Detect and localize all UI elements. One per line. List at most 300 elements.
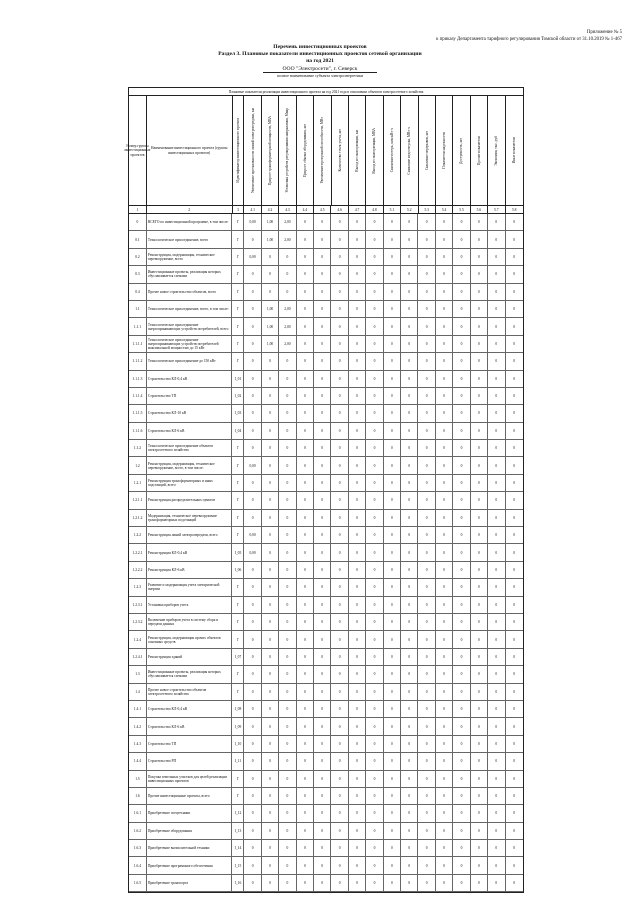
row-value: 0 [366,457,383,473]
row-value: 0,00 [244,214,261,230]
row-value: 0 [513,307,516,312]
row-value: 0 [513,515,516,520]
row-value: 0 [262,440,279,456]
row-value: 0 [384,701,401,717]
row-value: 0 [401,597,418,613]
row-value: 0 [401,736,418,752]
row-value: 0 [471,284,488,300]
row-value: 0 [262,771,279,787]
row-value: 0 [418,266,435,282]
column-header-label: Снижение перерывов, шт [424,130,429,171]
row-value: 0 [297,492,314,508]
row-value: 0 [262,823,279,839]
row-value: 0 [384,371,401,387]
row-number: 1.2.4 [129,631,147,647]
column-header-14 [419,96,436,205]
row-value: 0 [262,527,279,543]
row-name: Покупка земельных участков для целей реализации инвестиционных проектов [147,771,233,787]
row-value: 0 [331,840,348,856]
row-value: 0 [488,597,505,613]
row-value: 0 [436,649,453,665]
row-value: 0 [436,475,453,491]
row-value: 0 [366,631,383,647]
row-value: 0 [279,649,296,665]
row-value: 2,00 [279,214,296,230]
row-value: 0 [384,666,401,682]
row-value: 0 [314,318,331,334]
row-value: 0 [453,684,470,700]
row-value: 0 [314,301,331,317]
row-value: 0 [349,353,366,369]
row-value: 0 [262,684,279,700]
row-id: Г [232,336,244,352]
column-header-19 [506,96,523,205]
organization-name: ООО "Электросети", г. Северск [263,66,378,73]
row-value: 0 [471,510,488,526]
row-id: Г [232,266,244,282]
row-name: Строительство КЛ-6 кВ [147,423,233,439]
row-value: 0 [244,875,261,891]
row-value: 0 [244,318,261,334]
row-number: 1.6.5 [129,875,147,891]
row-value: 0 [471,405,488,421]
row-value: 0 [401,805,418,821]
row-value: 0 [436,562,453,578]
row-value: 0 [366,353,383,369]
row-id: Г [232,231,244,247]
row-value: 0 [513,411,516,416]
row-name: Реконструкция линий электропередачи, всего [147,527,233,543]
column-header-18 [488,96,505,205]
row-value: 0 [366,544,383,560]
row-value: 0 [244,805,261,821]
row-value: 0 [279,684,296,700]
row-value: 0 [513,654,516,659]
row-id: I_15 [232,857,244,873]
row-value: 0 [384,840,401,856]
row-value: 0 [349,701,366,717]
row-value: 0 [297,736,314,752]
row-id: Г [232,214,244,230]
row-value: 0 [314,614,331,630]
row-value: 0 [384,214,401,230]
row-value: 0 [279,753,296,769]
row-value: 0 [471,805,488,821]
row-value: 0 [513,828,516,833]
row-value: 0 [401,631,418,647]
row-value: 0 [418,597,435,613]
row-value: 0 [244,371,261,387]
row-value: 0 [297,527,314,543]
row-value: 0 [513,254,516,259]
row-value: 0 [366,249,383,265]
row-value: 0 [418,249,435,265]
row-value: 0 [279,597,296,613]
row-number: 1.1.1.3 [129,371,147,387]
row-value: 0 [349,284,366,300]
row-value: 0 [279,423,296,439]
row-value: 0 [244,231,261,247]
row-value: 0 [279,371,296,387]
row-value: 0 [436,753,453,769]
row-value: 0 [401,249,418,265]
row-name: Прочие инвестиционные проекты, всего [147,788,233,804]
row-value: 0 [314,457,331,473]
row-value: 0 [384,527,401,543]
row-value: 0 [331,440,348,456]
table-row [129,788,523,805]
row-value: 0 [384,249,401,265]
row-name: Модернизация, техническое перевооружение трансформаторных подстанций [147,510,233,526]
row-value: 0 [279,805,296,821]
row-id: Г [232,318,244,334]
row-value: 0 [331,231,348,247]
row-value: 0 [453,266,470,282]
row-value: 0 [244,440,261,456]
row-id: Г [232,614,244,630]
row-number: 1.5 [129,771,147,787]
row-id: Г [232,475,244,491]
row-value: 0 [297,823,314,839]
row-value: 2,00 [279,318,296,334]
row-id: I_06 [232,562,244,578]
row-value: 0 [349,823,366,839]
table-row [129,701,523,718]
column-header-7 [297,96,314,205]
row-value: 0 [401,301,418,317]
table-row [129,771,523,788]
row-value: 0 [331,875,348,891]
row-value: 0 [384,301,401,317]
row-value: 0 [436,423,453,439]
row-value: 0 [453,649,470,665]
column-number: 4.8 [366,206,383,213]
column-number: 5.4 [436,206,453,213]
row-number: 1.2.1.1 [129,492,147,508]
row-value: 0 [244,405,261,421]
row-name: Строительство ТП [147,736,233,752]
row-name: Приобретение спецтехники [147,805,233,821]
column-header-9 [332,96,349,205]
row-value: 0 [401,614,418,630]
row-number: 1.2.1 [129,475,147,491]
row-name: Технологическое присоединение объектов электросетевого хозяйства [147,440,233,456]
row-value: 0 [401,823,418,839]
row-name: Реконструкция, модернизация, техническое перевооружение, всего, в том числе: [147,457,233,473]
row-value: 0 [314,788,331,804]
row-value: 0 [349,718,366,734]
row-value: 0 [436,840,453,856]
row-number: 1.3 [129,666,147,682]
row-value: 0 [436,666,453,682]
row-value: 0 [262,423,279,439]
row-value: 0 [244,718,261,734]
row-value: 0 [314,266,331,282]
row-value: 0 [366,823,383,839]
column-header-label: Снижение потерь, млн кВт·ч [389,128,394,173]
row-value: 0 [279,388,296,404]
row-id: Г [232,353,244,369]
row-value: 0 [314,597,331,613]
table-row [129,684,523,701]
row-name: Строительство КЛ-0,4 кВ [147,701,233,717]
column-header-label: Количество точек учета, шт [337,129,342,172]
row-id: Г [232,788,244,804]
row-value: 0 [331,614,348,630]
row-value: 0 [471,266,488,282]
row-value: 0 [366,579,383,595]
row-value: 2,00 [279,336,296,352]
row-value: 0 [331,301,348,317]
row-value: 0 [488,805,505,821]
row-value: 0 [471,371,488,387]
row-name: Приобретение программного обеспечения [147,857,233,873]
row-value: 0 [488,423,505,439]
row-value: 0 [471,475,488,491]
column-number: 4.3 [279,206,296,213]
row-value: 0 [314,249,331,265]
row-value: 0 [297,249,314,265]
row-value: 0 [513,568,516,572]
row-value: 0 [384,805,401,821]
row-name: Реконструкция, модернизация, техническое перевооружение, всего [147,249,233,265]
table-row [129,249,523,266]
row-value: 0 [331,405,348,421]
row-value: 0 [314,840,331,856]
row-value: 0 [436,805,453,821]
row-value: 0 [401,371,418,387]
row-value: 0 [488,701,505,717]
row-value: 0 [453,701,470,717]
row-value: 0 [331,684,348,700]
row-value: 0 [297,805,314,821]
table-row [129,579,523,596]
row-value: 0 [401,457,418,473]
row-value: 0 [314,544,331,560]
row-value: 0 [331,788,348,804]
row-value: 0 [418,423,435,439]
row-value: 0 [366,440,383,456]
row-value: 0 [262,492,279,508]
row-value: 0 [349,440,366,456]
row-value: 0 [314,231,331,247]
row-name: Технологическое присоединение энергопринимающих устройств потребителей максимальной мощностью до 15 кВт [147,336,233,352]
row-value: 0 [314,423,331,439]
row-value: 0 [488,753,505,769]
row-value: 0 [418,823,435,839]
row-value: 0 [418,875,435,891]
document-title-block [150,44,490,78]
row-value: 0 [331,336,348,352]
row-value: 0 [418,614,435,630]
row-value: 0 [297,544,314,560]
row-value: 0 [418,510,435,526]
row-value: 0 [436,857,453,873]
table-row [129,597,523,614]
column-header-17 [471,96,488,205]
row-value: 0 [314,875,331,891]
row-number: 1.4.4 [129,753,147,769]
row-value: 0 [331,771,348,787]
row-value: 0 [418,371,435,387]
column-header-label: Установка устройств регулирования напряжения, Мвар [285,108,290,193]
row-value: 0 [488,718,505,734]
row-value: 0 [244,857,261,873]
row-value: 0 [279,579,296,595]
column-header-label: Прочие показатели [476,135,481,166]
row-value: 0 [384,597,401,613]
column-number: 4.1 [244,206,261,213]
row-value: 0 [279,666,296,682]
column-header-8 [314,96,331,205]
row-value: 0 [331,492,348,508]
row-value: 0 [418,562,435,578]
row-value: 0 [262,266,279,282]
row-value: 0 [314,562,331,578]
row-value: 0 [366,318,383,334]
row-value: 0 [366,388,383,404]
row-value: 0 [418,631,435,647]
row-value: 0 [331,388,348,404]
row-number: 1.4.1 [129,701,147,717]
row-value: 0 [488,736,505,752]
row-number: 1.1.1.2 [129,353,147,369]
row-id: I_14 [232,840,244,856]
row-name: Инвестиционные проекты, реализация которых обуславливается схемами [147,266,233,282]
row-value: 0 [384,562,401,578]
organization-line [150,66,490,73]
row-value: 0 [314,371,331,387]
column-header-11 [366,96,383,205]
row-value: 0 [471,388,488,404]
row-value: 0 [244,353,261,369]
row-value: 0 [418,388,435,404]
row-value: 0 [453,562,470,578]
row-number: 1.2.3.1 [129,597,147,613]
row-value: 0 [513,863,516,868]
row-id: I_12 [232,805,244,821]
row-value: 0 [279,788,296,804]
row-value: 0 [488,249,505,265]
row-value: 0 [297,231,314,247]
row-value: 0 [244,284,261,300]
row-value: 0 [314,649,331,665]
row-value: 0 [262,840,279,856]
column-header-label: Выход из эксплуатации, км [355,129,359,172]
row-value: 0 [418,701,435,717]
row-value: 0 [279,266,296,282]
row-value: 0 [262,649,279,665]
row-value: 0 [453,840,470,856]
row-value: 0 [314,805,331,821]
row-number: 1.6.3 [129,840,147,856]
row-value: 0 [349,840,366,856]
row-number: 1.4.3 [129,736,147,752]
row-value: 0 [418,666,435,682]
row-value: 0 [401,318,418,334]
row-value: 0 [401,510,418,526]
row-name: Технологическое присоединение, всего, в том числе: [147,301,233,317]
row-id: Г [232,492,244,508]
row-value: 0 [471,423,488,439]
row-number: 0.2 [129,249,147,265]
row-value: 0 [471,684,488,700]
row-value: 0 [297,614,314,630]
row-value: 0 [513,846,516,851]
row-value: 0 [331,214,348,230]
row-value: 0 [453,805,470,821]
table-row [129,457,523,474]
row-value: 0 [314,527,331,543]
row-value: 0 [349,405,366,421]
row-value: 0 [488,231,505,247]
row-value: 0 [262,284,279,300]
row-value: 0 [349,318,366,334]
row-value: 0 [366,736,383,752]
row-value: 0 [418,527,435,543]
row-value: 1,00 [262,318,279,334]
row-value: 0 [366,492,383,508]
row-value: 0 [436,614,453,630]
row-value: 0 [418,214,435,230]
row-value: 0 [453,249,470,265]
row-value: 0 [488,788,505,804]
row-value: 0 [488,405,505,421]
row-value: 0 [471,701,488,717]
row-value: 0 [331,753,348,769]
column-header-5 [262,96,279,205]
column-header-4 [244,96,261,205]
row-value: 0 [297,353,314,369]
row-value: 0 [349,562,366,578]
row-value: 0 [331,457,348,473]
row-id: Г [232,684,244,700]
table-row [129,666,523,683]
row-id: Г [232,597,244,613]
table-column-headers [124,96,523,206]
row-name: Строительство КЛ-10 кВ [147,405,233,421]
row-value: 0 [314,336,331,352]
row-value: 0 [513,811,516,816]
row-value: 0 [349,266,366,282]
row-value: 0 [314,736,331,752]
column-header-label: Увеличение протяженности линий электропередачи, км [250,107,255,194]
row-value: 0 [297,875,314,891]
row-value: 0 [384,875,401,891]
row-value: 0 [418,684,435,700]
row-value: 0 [513,394,516,399]
row-value: 0 [418,857,435,873]
row-value: 0 [331,562,348,578]
row-value: 0 [366,336,383,352]
row-id: I_10 [232,736,244,752]
row-value: 0 [262,544,279,560]
column-header-12 [384,96,401,205]
row-value: 0 [401,544,418,560]
row-value: 0 [436,718,453,734]
row-value: 0 [366,857,383,873]
column-number: 4.7 [349,206,366,213]
table-row [129,492,523,509]
row-value: 0 [262,701,279,717]
row-value: 0 [513,724,516,729]
row-value: 0 [488,840,505,856]
row-value: 0 [453,423,470,439]
row-value: 0 [513,672,516,677]
table-row [129,614,523,631]
row-value: 0 [513,272,516,277]
appendix-line-2: к приказу Департамента тарифного регулирования Томской области от 31.10.2019 № 1-467 [436,36,622,42]
